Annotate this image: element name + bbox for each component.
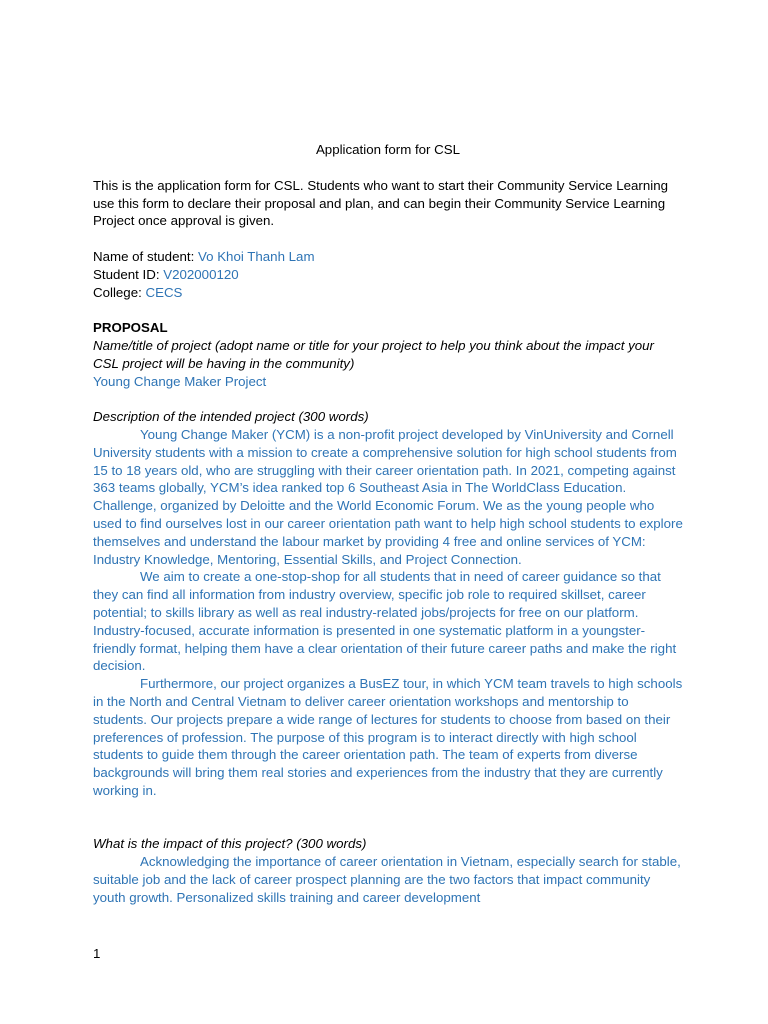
project-name-prompt: Name/title of project (adopt name or title for your project to help you think about the impact your CSL project will be having in the community) <box>93 337 654 371</box>
college-line <box>93 284 683 302</box>
description-paragraph: We aim to create a one-stop-shop for all students that in need of career guidance so that they can find all information from industry overview, specific job role to required skillset, career potential; to skills library as well as real industry-related jobs/projects for free on our platform. Industry-focused, accurate information is presented in one systematic platform in a youngster-friendly format, helping them have a clear orientation of their future career paths and make the right decision. <box>93 569 677 674</box>
student-id-line <box>93 266 683 284</box>
description-prompt: Description of the intended project (300 words) <box>93 409 369 425</box>
intro-paragraph: This is the application form for CSL. Students who want to start their Community Service Learning use this form to declare their proposal and plan, and can begin their Community Service Learning Project once approval is given. <box>93 177 668 229</box>
impact-paragraph: Acknowledging the importance of career orientation in Vietnam, especially search for stable, suitable job and the lack of career prospect planning are the two factors that impact community youth growth. Personalized skills training and career development <box>93 854 681 905</box>
spacer <box>93 817 683 835</box>
description-paragraph: Young Change Maker (YCM) is a non-profit project developed by VinUniversity and Cornell University students with a mission to create a comprehensive solution for high school students from 15 to 18 years old, who are struggling with their career orientation path. In 2021, competing against 363 teams globally, YCM’s idea ranked top 6 Southeast Asia in The WorldClass Education. Challenge, organized by Deloitte and the World Economic Forum. We as the young people who used to find ourselves lost in our career orientation path want to help high school students to explore themselves and understand the labour market by providing 4 free and online services of YCM: Industry Knowledge, Mentoring, Essential Skills, and Project Connection. <box>93 426 683 567</box>
page-number: 1 <box>93 946 101 961</box>
proposal-heading: PROPOSAL <box>93 320 168 336</box>
college-label: College: <box>93 284 146 300</box>
spacer <box>93 800 683 818</box>
document-body <box>93 141 683 906</box>
college-value: CECS <box>145 284 183 300</box>
student-name-line <box>93 248 683 266</box>
page-title: Application form for CSL <box>315 142 461 157</box>
spacer <box>93 301 683 319</box>
spacer <box>93 230 683 248</box>
spacer <box>93 390 683 408</box>
student-name-value: Vo Khoi Thanh Lam <box>197 248 315 264</box>
description-paragraph: Furthermore, our project organizes a BusEZ tour, in which YCM team travels to high schools in the North and Central Vietnam to deliver career orientation workshops and mentorship to students. Our projects prepare a wide range of lectures for students to choose from based on their preferences of profession. The purpose of this program is to interact directly with high school students to guide them through the career orientation path. The team of experts from diverse backgrounds will bring them real stories and experiences from the industry that they are currently working in. <box>93 676 683 798</box>
student-id-value: V202000120 <box>163 266 239 282</box>
student-name-label: Name of student: <box>93 248 198 264</box>
impact-prompt: What is the impact of this project? (300 words) <box>93 836 367 852</box>
project-name-value: Young Change Maker Project <box>93 373 267 389</box>
student-id-label: Student ID: <box>93 266 164 282</box>
